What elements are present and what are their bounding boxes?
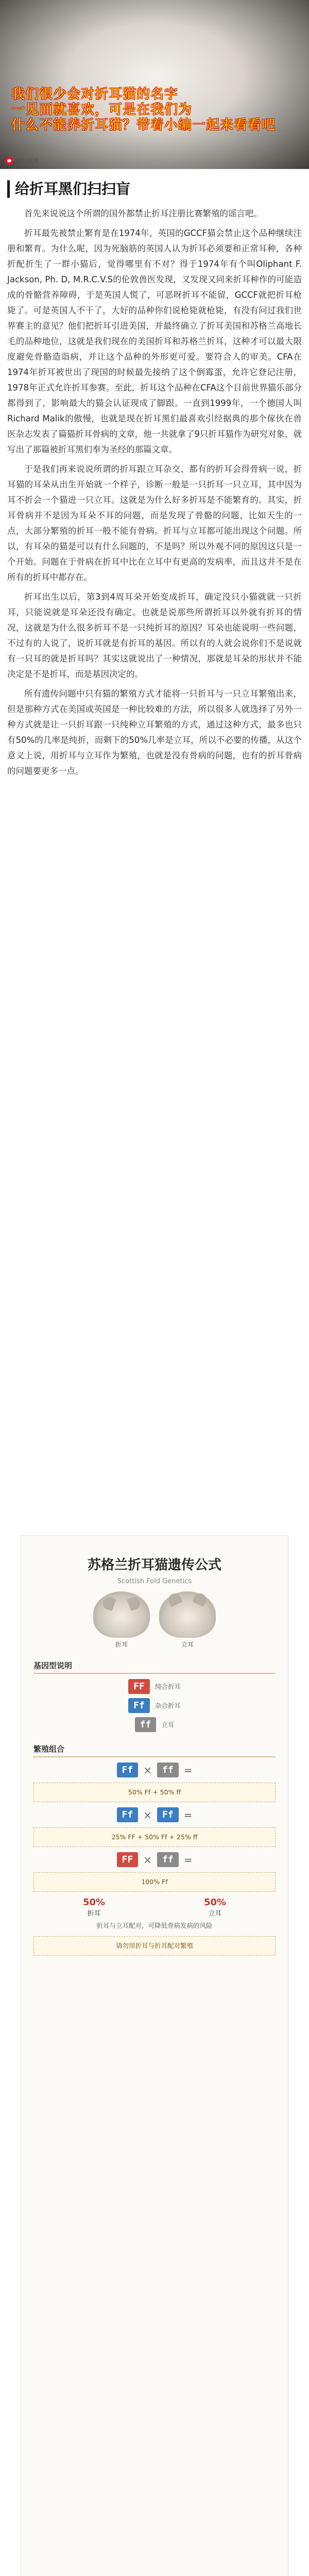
equals-operator: = xyxy=(183,1853,193,1866)
cross-section xyxy=(33,1743,276,1956)
gene-badge: FF xyxy=(128,1679,150,1694)
cross-result: 50% Ff + 50% ff xyxy=(33,1783,276,1802)
times-operator: × xyxy=(143,1853,152,1866)
gene-row xyxy=(33,1717,276,1732)
article-paragraph: 折耳最先被禁止繁育是在1974年，英国的GCCF猫会禁止这个品种继续注册和繁育。为什么呢，因为死脑筋的英国人认为折耳必须要和正常耳种，各种折配折生了一群小猫后，觉得哪里有不对？得于1974年有个叫Oliphant F. Jackson, Ph. D, M.R.C.V.S的伦敦兽医发现，又发现又同来折耳种作的可能造成的骨骼营养障碍，于是英国人慌了，可恶呀折耳不能留，GCCF就把折耳枪毙了。可是英国人不干了，大好的品种你们说枪毙就枪毙，有没有问过我们世界赛主的意见？他们把折耳引进美国，并最终确立了折耳美国和苏格兰高地长毛的品种地位，这就是我们现在的美国折耳和苏格兰折耳，这种才可以最大限度避免骨骼造诣病，并让这个品种的外形更可爱。要符合人的审美。CFA在1974年折耳被世出了现国的时候最先接纳了这个倒霉蛋，允许它登记注册，1978年正式允许折耳参赛。至此，折耳这个品种在CFA这个目前世界猫乐部分都得到了，影响最大的猫会认证现成了脚跟。一直到1999年，一个德国人叫Richard Malik的傲慢，也就是现在折耳黑们最喜欢引经据典的那个傢伙在兽医杂志发表了篇猫折耳骨病的文章，他一共就拿了9只折耳猫作为研究对象，就写出了那篇被折耳黑们奉为圣经的那篇文章。 xyxy=(7,228,302,454)
gene-desc: 纯合折耳 xyxy=(154,1682,181,1690)
percent-row xyxy=(33,1897,276,1918)
equals-operator: = xyxy=(183,1764,193,1776)
equals-operator: = xyxy=(183,1808,193,1821)
cross-row xyxy=(33,1852,276,1867)
article xyxy=(7,180,302,783)
times-operator: × xyxy=(143,1808,152,1821)
infographic-warning: 请勿用折耳与折耳配对繁殖 xyxy=(33,1936,276,1956)
percent-item: 50% 立耳 xyxy=(203,1897,227,1918)
infographic-title: 苏格兰折耳猫遗传公式 xyxy=(87,1557,221,1573)
cat-label: 折耳 xyxy=(115,1641,128,1648)
article-paragraph: 首先来说说这个所谓的国外都禁止折耳注册比赛繁殖的谣言吧。 xyxy=(24,209,262,218)
hero-overlay-line: 我们很少会对折耳猫的名字 xyxy=(11,87,179,102)
genetics-infographic xyxy=(21,1535,288,2576)
gene-desc: 杂合折耳 xyxy=(154,1701,181,1709)
gene-row xyxy=(33,1679,276,1694)
gene-badge: ff xyxy=(135,1717,157,1732)
gene-row xyxy=(33,1698,276,1713)
cross-result: 100% Ff xyxy=(33,1872,276,1892)
cross-row xyxy=(33,1807,276,1822)
hero-overlay-line: 什么不能养折耳猫？带着小编一起来看看吧 xyxy=(11,117,276,133)
gene-badge: ff xyxy=(157,1762,179,1777)
gene-badge: Ff xyxy=(128,1698,150,1713)
infographic-subtitle: Scottish Fold Genetics xyxy=(117,1578,192,1585)
straight-cat-illustration xyxy=(159,1591,216,1638)
gene-desc: 立耳 xyxy=(161,1720,175,1728)
article-paragraph: 于是我们再来说说所谓的折耳跟立耳杂交、都有的折耳会得骨病一说，折耳猫的耳朵从出生开始就一个样子，诊断一般是一只折耳一只立耳，其中因为耳不折会一个猫进一只立耳。这就是为什么好多折耳是不能繁育的。其实，折耳骨病并不是因为耳朵不耳的问题，而是发现了骨骼的问题，比如天生的一点，大部分繁殖的折耳一般不能有骨病。折耳与立耳都可能出现这个问题。所以，有耳朵的猫是可以有什么问题的，不是吗？所以外观不同的原因这只是一个开始。问题在于骨病在折耳中比在立耳中有更高的发病率，而且这并不是在所有的折耳中都存在。 xyxy=(7,464,302,582)
section-heading: 繁殖组合 xyxy=(33,1743,276,1757)
gene-badge: Ff xyxy=(117,1807,139,1822)
weibo-logo-icon xyxy=(5,157,13,165)
times-operator: × xyxy=(143,1764,152,1776)
section-heading: 基因型说明 xyxy=(33,1660,276,1674)
article-paragraph: 折耳出生以后，第3到4周耳朵开始变成折耳，确定没只小猫就就一只折耳，只能说就是耳朵还没有确定。也就是说那些所谓折耳以外就有折耳的情况，这就是为什么很多折耳不是一只纯折耳的原因？耳朵也能说明一些问题，不过有的人说了，说折耳就是有折耳的基因。所以有的人就会说你们不是说就有一只耳的就是折耳吗？其实这就说出了一种情况，那就是耳朵的形状并不能决定是不是折耳，而是基因决定的。 xyxy=(7,592,302,679)
gene-badge: FF xyxy=(117,1852,139,1867)
hero-image xyxy=(0,0,309,169)
percent-item: 50% 折耳 xyxy=(82,1897,106,1918)
hero-overlay-text xyxy=(11,87,300,133)
gene-badge: Ff xyxy=(117,1762,139,1777)
article-paragraph: 所有遗传问题中只有猫的繁殖方式才能将一只折耳与一只立耳繁殖出来，但是那种方式在美国或英国是一种比较难的方法，所以很多人就选择了另外一种方式就是让一只折耳跟一只纯种立耳繁殖的方式，通过这种方式，最多也只有50%的几率是纯折，而剩下的50%几率是立耳，所以不必要的传播，从这个意义上说，用折耳与立耳作为繁殖，也就是没有骨病的问题，也有的折耳骨病的问题要更多一点。 xyxy=(7,689,302,776)
folded-cat-illustration xyxy=(93,1591,150,1638)
cross-result: 25% FF + 50% Ff + 25% ff xyxy=(33,1827,276,1847)
genotype-section xyxy=(33,1660,276,1732)
cross-row xyxy=(33,1762,276,1777)
cat-illustrations xyxy=(21,1591,288,1649)
hero-watermark: 新浪微博 xyxy=(5,157,39,165)
cat-label: 立耳 xyxy=(181,1641,194,1648)
infographic-note: 折耳与立耳配对，可降低骨病发病的风险 xyxy=(96,1922,213,1929)
gene-badge: ff xyxy=(157,1852,179,1867)
hero-overlay-line: 一见面就喜欢，可是在我们为 xyxy=(11,102,193,117)
gene-badge: Ff xyxy=(157,1807,179,1822)
article-title: 给折耳黑们扫扫盲 xyxy=(7,180,302,198)
